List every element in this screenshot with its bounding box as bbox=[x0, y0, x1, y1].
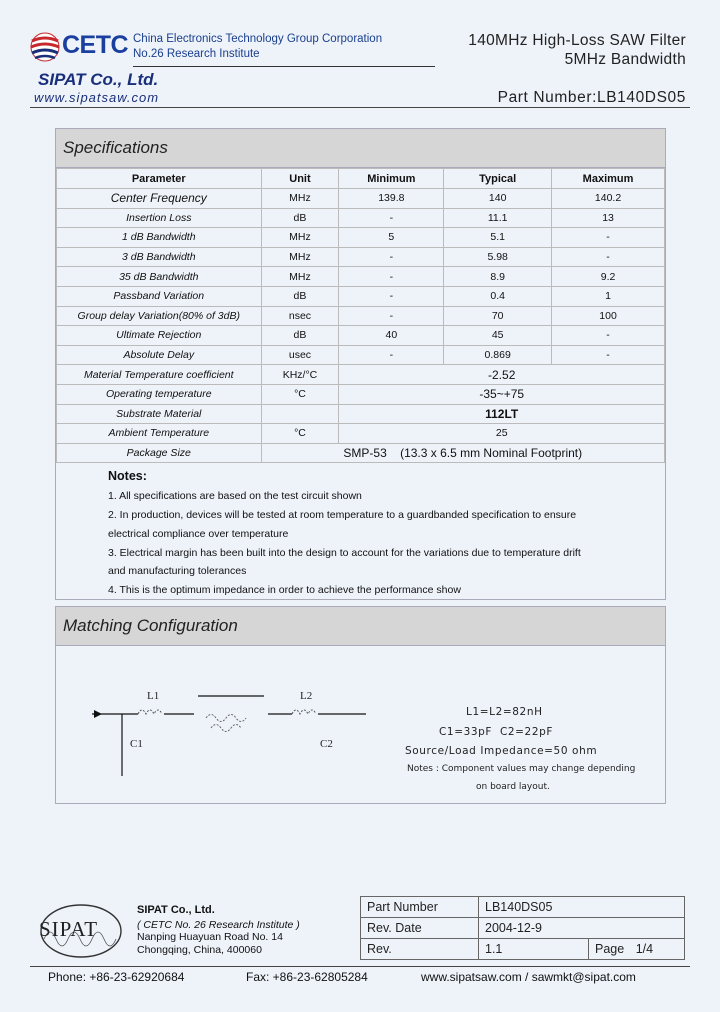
table-row bbox=[57, 286, 665, 306]
sipat-company-name: SIPAT Co., Ltd. bbox=[38, 70, 159, 89]
parameter-cell: 35 dB Bandwidth bbox=[57, 267, 262, 287]
min-cell: 139.8 bbox=[339, 189, 444, 209]
parameter-cell: Group delay Variation(80% of 3dB) bbox=[57, 306, 262, 326]
min-cell: - bbox=[339, 208, 444, 228]
note-item: 1. All specifications are based on the test circuit shown bbox=[108, 490, 362, 503]
typ-cell: 5.98 bbox=[444, 247, 552, 267]
unit-cell: dB bbox=[261, 326, 339, 346]
column-header: Typical bbox=[444, 169, 552, 189]
footer-company: SIPAT Co., Ltd. bbox=[137, 904, 215, 916]
value-cell: 25 bbox=[339, 424, 665, 444]
min-cell: - bbox=[339, 247, 444, 267]
table-row bbox=[57, 208, 665, 228]
typ-cell: 11.1 bbox=[444, 208, 552, 228]
company-line-1: China Electronics Technology Group Corporation bbox=[133, 33, 383, 45]
table-row bbox=[57, 228, 665, 248]
note-item: 2. In production, devices will be tested at room temperature to a guardbanded specification to ensure bbox=[108, 508, 577, 521]
company-name bbox=[133, 32, 382, 62]
matching-title: Matching Configuration bbox=[56, 607, 665, 646]
header-bottom-rule bbox=[30, 107, 690, 108]
header-divider bbox=[133, 66, 435, 67]
parameter-cell: Passband Variation bbox=[57, 286, 262, 306]
parameter-cell: Substrate Material bbox=[57, 404, 262, 424]
typ-cell: 140 bbox=[444, 189, 552, 209]
label-l1: L1 bbox=[147, 690, 160, 702]
table-row bbox=[57, 345, 665, 365]
max-cell: 140.2 bbox=[552, 189, 665, 209]
table-row bbox=[57, 424, 665, 444]
matching-circuit-area bbox=[56, 646, 665, 841]
footer-address-2: Chongqing, China, 400060 bbox=[137, 943, 262, 956]
product-title bbox=[468, 31, 686, 69]
column-header: Parameter bbox=[57, 169, 262, 189]
page-value: 1/4 bbox=[635, 942, 654, 956]
parameter-cell: 1 dB Bandwidth bbox=[57, 228, 262, 248]
sipat-logo-text: SIPAT bbox=[39, 917, 99, 941]
parameter-cell: Package Size bbox=[57, 443, 262, 463]
cetc-logo-text: CETC bbox=[62, 31, 129, 59]
typ-cell: 5.1 bbox=[444, 228, 552, 248]
rev-value: 2004-12-9 bbox=[479, 918, 685, 939]
column-header: Unit bbox=[261, 169, 339, 189]
typ-cell: 0.869 bbox=[444, 345, 552, 365]
unit-cell: nsec bbox=[261, 306, 339, 326]
rev-label: Rev. bbox=[361, 939, 479, 960]
max-cell: - bbox=[552, 345, 665, 365]
table-row bbox=[57, 267, 665, 287]
note-item: and manufacturing tolerances bbox=[108, 565, 247, 578]
max-cell: 100 bbox=[552, 306, 665, 326]
label-l2: L2 bbox=[300, 690, 313, 702]
value-cell: 112LT bbox=[339, 404, 665, 424]
rev-value: 1.1 bbox=[479, 939, 589, 960]
table-row bbox=[57, 306, 665, 326]
matching-circuit-diagram bbox=[56, 646, 386, 796]
matching-note-1: Notes : Component values may change depending bbox=[407, 764, 636, 774]
column-header: Maximum bbox=[552, 169, 665, 189]
notes-title: Notes: bbox=[108, 469, 147, 484]
note-item: electrical compliance over temperature bbox=[108, 527, 289, 540]
parameter-cell: Absolute Delay bbox=[57, 345, 262, 365]
unit-cell: °C bbox=[261, 384, 339, 404]
parameter-cell: Operating temperature bbox=[57, 384, 262, 404]
table-row bbox=[361, 918, 685, 939]
typ-cell: 8.9 bbox=[444, 267, 552, 287]
max-cell: - bbox=[552, 247, 665, 267]
unit-cell: MHz bbox=[261, 189, 339, 209]
unit-cell: usec bbox=[261, 345, 339, 365]
parameter-cell: Center Frequency bbox=[57, 189, 262, 209]
website-link[interactable]: www.sipatsaw.com bbox=[34, 90, 160, 105]
footer-address bbox=[137, 904, 300, 956]
min-cell: - bbox=[339, 306, 444, 326]
parameter-cell: Insertion Loss bbox=[57, 208, 262, 228]
table-row bbox=[57, 247, 665, 267]
parameter-cell: 3 dB Bandwidth bbox=[57, 247, 262, 267]
footer-rule bbox=[30, 966, 690, 967]
max-cell: 13 bbox=[552, 208, 665, 228]
note-item: 4. This is the optimum impedance in order to achieve the performance show bbox=[108, 584, 461, 597]
unit-cell: MHz bbox=[261, 267, 339, 287]
footer-fax: Fax: +86-23-62805284 bbox=[246, 970, 368, 984]
unit-cell: KHz/°C bbox=[261, 365, 339, 385]
table-row bbox=[57, 404, 665, 424]
typ-cell: 45 bbox=[444, 326, 552, 346]
footer-address-1: Nanping Huayuan Road No. 14 bbox=[137, 931, 283, 943]
rev-label: Rev. Date bbox=[361, 918, 479, 939]
l2-coil-icon bbox=[292, 710, 316, 714]
matching-note-2: on board layout. bbox=[476, 782, 550, 792]
specifications-table bbox=[56, 168, 665, 463]
typ-cell: 70 bbox=[444, 306, 552, 326]
min-cell: - bbox=[339, 267, 444, 287]
typ-cell: 0.4 bbox=[444, 286, 552, 306]
product-title-line-1: 140MHz High-Loss SAW Filter bbox=[468, 32, 686, 49]
inductor-values: L1=L2=82nH bbox=[466, 706, 543, 718]
page-label: Page bbox=[595, 942, 625, 956]
unit-cell: MHz bbox=[261, 228, 339, 248]
rev-label: Part Number bbox=[361, 897, 479, 918]
specifications-section bbox=[55, 128, 666, 600]
table-row bbox=[361, 939, 685, 960]
notes-block bbox=[56, 463, 665, 600]
value-cell: SMP-53 (13.3 x 6.5 mm Nominal Footprint) bbox=[261, 443, 664, 463]
max-cell: 9.2 bbox=[552, 267, 665, 287]
page-cell bbox=[589, 939, 685, 960]
product-title-line-2: 5MHz Bandwidth bbox=[564, 51, 686, 68]
company-line-2: No.26 Research Institute bbox=[133, 48, 260, 60]
specifications-title: Specifications bbox=[56, 129, 665, 168]
table-row bbox=[57, 384, 665, 404]
unit-cell: dB bbox=[261, 286, 339, 306]
capacitor-values: C1=33pF C2=22pF bbox=[439, 726, 554, 738]
l1-coil-icon bbox=[138, 710, 162, 714]
unit-cell: MHz bbox=[261, 247, 339, 267]
matching-section bbox=[55, 606, 666, 804]
table-row bbox=[57, 189, 665, 209]
impedance-value: Source/Load Impedance=50 ohm bbox=[405, 745, 598, 757]
label-c1: C1 bbox=[130, 738, 143, 750]
table-row bbox=[361, 897, 685, 918]
label-c2: C2 bbox=[320, 738, 333, 750]
part-number-header: Part Number:LB140DS05 bbox=[497, 89, 686, 106]
value-cell: -35~+75 bbox=[339, 384, 665, 404]
table-header-row bbox=[57, 169, 665, 189]
footer-web-email[interactable]: www.sipatsaw.com / sawmkt@sipat.com bbox=[421, 970, 636, 984]
rev-value: LB140DS05 bbox=[479, 897, 685, 918]
saw-filter-icon bbox=[206, 715, 246, 722]
parameter-cell: Material Temperature coefficient bbox=[57, 365, 262, 385]
value-cell: -2.52 bbox=[339, 365, 665, 385]
footer-institute: ( CETC No. 26 Research Institute ) bbox=[137, 918, 300, 931]
min-cell: - bbox=[339, 345, 444, 365]
column-header: Minimum bbox=[339, 169, 444, 189]
unit-cell: dB bbox=[261, 208, 339, 228]
unit-cell bbox=[261, 404, 339, 424]
table-row bbox=[57, 365, 665, 385]
parameter-cell: Ambient Temperature bbox=[57, 424, 262, 444]
unit-cell: °C bbox=[261, 424, 339, 444]
revision-table bbox=[360, 896, 685, 960]
parameter-cell: Ultimate Rejection bbox=[57, 326, 262, 346]
table-row bbox=[57, 443, 665, 463]
min-cell: - bbox=[339, 286, 444, 306]
min-cell: 5 bbox=[339, 228, 444, 248]
max-cell: 1 bbox=[552, 286, 665, 306]
table-row bbox=[57, 326, 665, 346]
note-item: 3. Electrical margin has been built into the design to account for the variations due to temperature drift bbox=[108, 546, 581, 559]
max-cell: - bbox=[552, 326, 665, 346]
footer-phone: Phone: +86-23-62920684 bbox=[48, 970, 185, 984]
max-cell: - bbox=[552, 228, 665, 248]
min-cell: 40 bbox=[339, 326, 444, 346]
